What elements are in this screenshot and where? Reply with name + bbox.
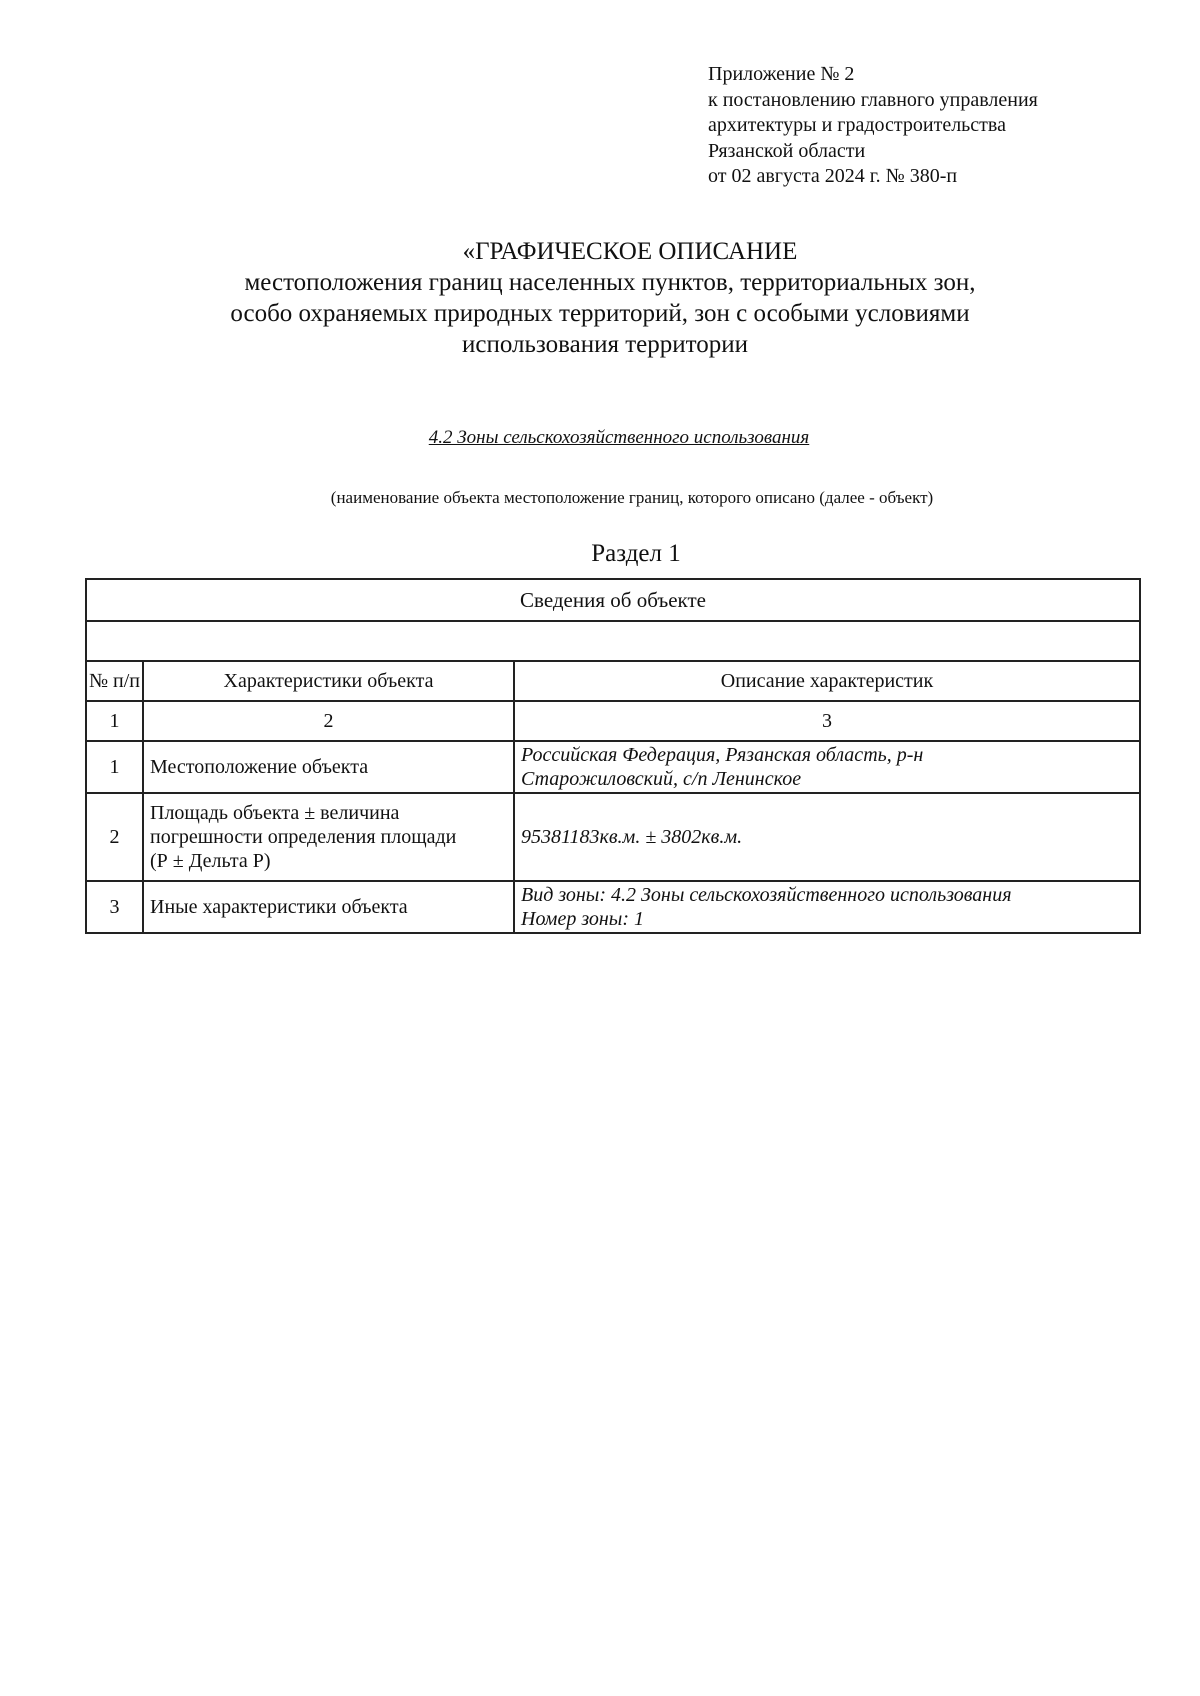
table-header-row: [86, 579, 1140, 621]
document-title: [0, 236, 1200, 360]
column-number: 1: [86, 701, 143, 741]
title-line: особо охраняемых природных территорий, зон с особыми условиями: [230, 300, 970, 327]
row-description: [514, 741, 1140, 793]
description-line: Номер зоны: 1: [521, 908, 644, 930]
characteristic-line: (Р ± Дельта Р): [150, 850, 271, 872]
description-line: Старожиловский, с/п Ленинское: [521, 768, 802, 790]
row-characteristic: Местоположение объекта: [143, 741, 514, 793]
appendix-line: Рязанской области: [708, 139, 866, 162]
column-header: Описание характеристик: [514, 661, 1140, 701]
object-caption: (наименование объекта местоположение границ, которого описано (далее - объект): [330, 488, 934, 507]
column-number: 3: [514, 701, 1140, 741]
row-number: 2: [86, 793, 143, 881]
object-name: 4.2 Зоны сельскохозяйственного использования: [428, 427, 810, 448]
column-number-row: [86, 701, 1140, 741]
title-line: использования территории: [462, 331, 748, 358]
characteristic-line: Площадь объекта ± величина: [150, 802, 400, 824]
column-number: 2: [143, 701, 514, 741]
table-row: [86, 793, 1140, 881]
appendix-line: от 02 августа 2024 г. № 380-п: [708, 165, 958, 187]
appendix-block: [708, 62, 1038, 190]
row-characteristic: Иные характеристики объекта: [143, 881, 514, 933]
row-characteristic: [143, 793, 514, 881]
table-header: Сведения об объекте: [86, 579, 1140, 621]
description-line: Вид зоны: 4.2 Зоны сельскохозяйственного использования: [521, 884, 1012, 906]
title-line: «ГРАФИЧЕСКОЕ ОПИСАНИЕ: [462, 238, 798, 265]
description-line: Российская Федерация, Рязанская область, р-н: [521, 744, 924, 766]
column-header: № п/п: [86, 661, 143, 701]
column-header-row: [86, 661, 1140, 701]
appendix-line: архитектуры и градостроительства: [708, 114, 1006, 136]
column-header: Характеристики объекта: [143, 661, 514, 701]
row-description: [514, 881, 1140, 933]
row-number: 1: [86, 741, 143, 793]
row-number: 3: [86, 881, 143, 933]
title-line: местоположения границ населенных пунктов, территориальных зон,: [244, 269, 976, 296]
object-info-table: [85, 578, 1141, 934]
section-title: Раздел 1: [591, 540, 681, 567]
table-row: [86, 881, 1140, 933]
characteristic-line: погрешности определения площади: [150, 826, 457, 848]
table-empty-row: [86, 621, 1140, 661]
appendix-line: Приложение № 2: [708, 63, 855, 85]
empty-cell: [86, 621, 1140, 661]
row-description: 95381183кв.м. ± 3802кв.м.: [514, 793, 1140, 881]
appendix-line: к постановлению главного управления: [708, 88, 1038, 111]
table-row: [86, 741, 1140, 793]
